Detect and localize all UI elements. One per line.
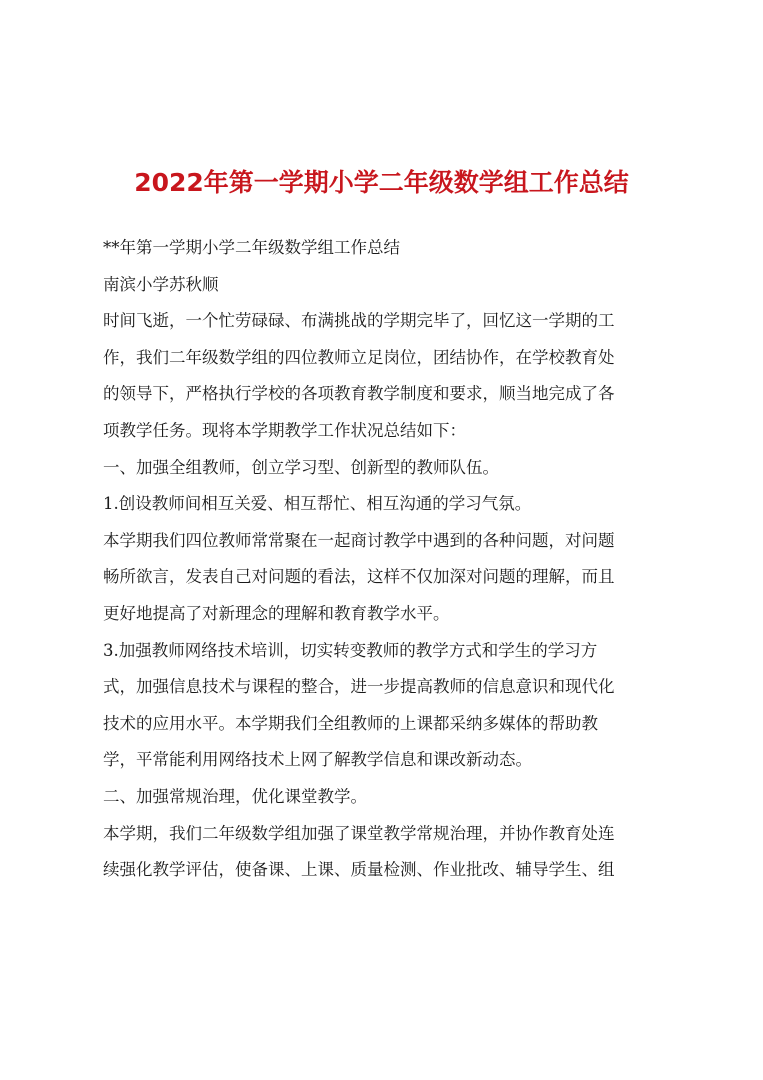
paragraph-line: 的领导下，严格执行学校的各项教育教学制度和要求，顺当地完成了各 [103, 384, 615, 404]
subtitle-line: **年第一学期小学二年级数学组工作总结 [103, 238, 400, 257]
author-line: 南滨小学苏秋顺 [103, 274, 219, 294]
subsection-heading: 3.加强教师网络技术培训，切实转变教师的教学方式和学生的学习方 [103, 640, 598, 660]
paragraph-line: 畅所欲言，发表自己对问题的看法，这样不仅加深对问题的理解，而且 [103, 567, 615, 587]
paragraph-line: 作，我们二年级数学组的四位教师立足岗位，团结协作，在学校教育处 [103, 347, 615, 367]
paragraph-line: 时间飞逝，一个忙劳碌碌、布满挑战的学期完毕了，回忆这一学期的工 [103, 311, 615, 331]
section-heading: 二、加强常规治理，优化课堂教学。 [103, 786, 367, 806]
paragraph-line: 更好地提高了对新理念的理解和教育教学水平。 [103, 603, 450, 623]
document-body [103, 230, 671, 889]
paragraph-line: 技术的应用水平。本学期我们全组教师的上课都采纳多媒体的帮助教 [103, 713, 598, 733]
section-heading: 一、加强全组教师，创立学习型、创新型的教师队伍。 [103, 457, 499, 477]
subsection-heading: 1.创设教师间相互关爱、相互帮忙、相互沟通的学习气氛。 [103, 494, 532, 514]
paragraph-line: 式，加强信息技术与课程的整合，进一步提高教师的信息意识和现代化 [103, 677, 615, 697]
paragraph-line: 项教学任务。现将本学期教学工作状况总结如下： [103, 420, 466, 440]
paragraph-line: 本学期，我们二年级数学组加强了课堂教学常规治理，并协作教育处连 [103, 823, 615, 843]
paragraph-line: 续强化教学评估，使备课、上课、质量检测、作业批改、辅导学生、组 [103, 860, 615, 880]
paragraph-line: 本学期我们四位教师常常聚在一起商讨教学中遇到的各种问题，对问题 [103, 530, 615, 550]
document-title: 2022年第一学期小学二年级数学组工作总结 [134, 168, 629, 197]
paragraph-line: 学，平常能利用网络技术上网了解教学信息和课改新动态。 [103, 750, 532, 770]
